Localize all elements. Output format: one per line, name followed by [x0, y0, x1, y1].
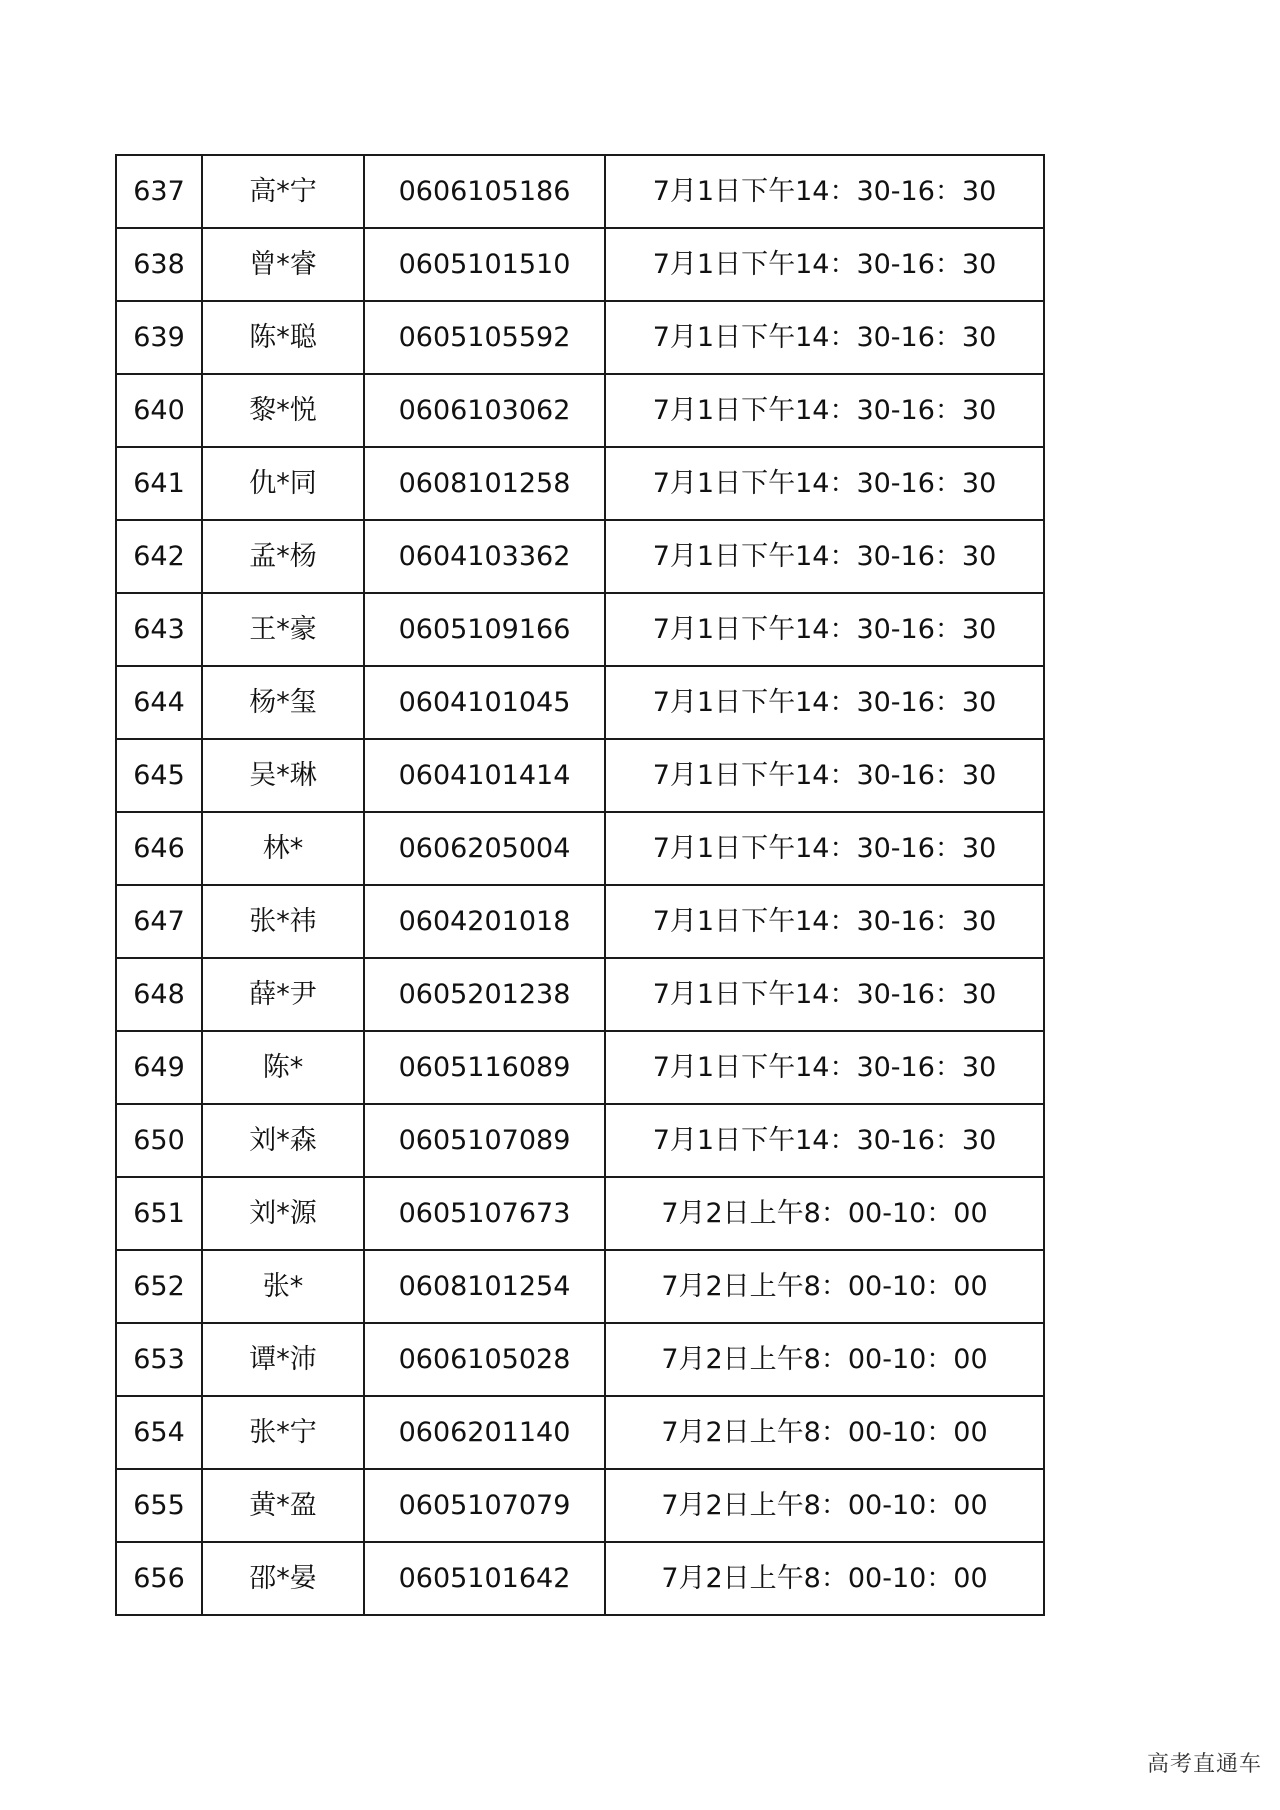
- row-number-cell: 642: [116, 520, 202, 593]
- row-number-cell: 649: [116, 1031, 202, 1104]
- name-cell: 刘*森: [202, 1104, 364, 1177]
- time-slot-cell: 7月1日下午14：30-16：30: [605, 228, 1044, 301]
- name-cell: 吴*琳: [202, 739, 364, 812]
- name-cell: 张*宁: [202, 1396, 364, 1469]
- table-body: [116, 155, 1044, 1615]
- id-number-cell: 0604101045: [364, 666, 605, 739]
- id-number-cell: 0606201140: [364, 1396, 605, 1469]
- table-row: [116, 812, 1044, 885]
- id-number-cell: 0605107079: [364, 1469, 605, 1542]
- time-slot-cell: 7月1日下午14：30-16：30: [605, 1104, 1044, 1177]
- name-cell: 黎*悦: [202, 374, 364, 447]
- name-cell: 邵*晏: [202, 1542, 364, 1615]
- row-number-cell: 638: [116, 228, 202, 301]
- table-row: [116, 1542, 1044, 1615]
- row-number-cell: 647: [116, 885, 202, 958]
- time-slot-cell: 7月2日上午8：00-10：00: [605, 1469, 1044, 1542]
- table-row: [116, 739, 1044, 812]
- table-row: [116, 374, 1044, 447]
- table-row: [116, 1250, 1044, 1323]
- row-number-cell: 654: [116, 1396, 202, 1469]
- name-cell: 薛*尹: [202, 958, 364, 1031]
- name-cell: 王*豪: [202, 593, 364, 666]
- table-row: [116, 447, 1044, 520]
- name-cell: 杨*玺: [202, 666, 364, 739]
- row-number-cell: 651: [116, 1177, 202, 1250]
- table-row: [116, 1396, 1044, 1469]
- row-number-cell: 650: [116, 1104, 202, 1177]
- table-row: [116, 1323, 1044, 1396]
- name-cell: 仇*同: [202, 447, 364, 520]
- table-row: [116, 1104, 1044, 1177]
- time-slot-cell: 7月1日下午14：30-16：30: [605, 885, 1044, 958]
- schedule-table: [115, 154, 1045, 1616]
- name-cell: 陈*: [202, 1031, 364, 1104]
- time-slot-cell: 7月1日下午14：30-16：30: [605, 958, 1044, 1031]
- id-number-cell: 0606105186: [364, 155, 605, 228]
- row-number-cell: 656: [116, 1542, 202, 1615]
- id-number-cell: 0608101254: [364, 1250, 605, 1323]
- table-row: [116, 155, 1044, 228]
- time-slot-cell: 7月2日上午8：00-10：00: [605, 1250, 1044, 1323]
- table-row: [116, 1031, 1044, 1104]
- id-number-cell: 0605105592: [364, 301, 605, 374]
- id-number-cell: 0604101414: [364, 739, 605, 812]
- row-number-cell: 644: [116, 666, 202, 739]
- id-number-cell: 0606105028: [364, 1323, 605, 1396]
- time-slot-cell: 7月1日下午14：30-16：30: [605, 447, 1044, 520]
- time-slot-cell: 7月2日上午8：00-10：00: [605, 1542, 1044, 1615]
- time-slot-cell: 7月1日下午14：30-16：30: [605, 1031, 1044, 1104]
- name-cell: 孟*杨: [202, 520, 364, 593]
- time-slot-cell: 7月1日下午14：30-16：30: [605, 374, 1044, 447]
- time-slot-cell: 7月1日下午14：30-16：30: [605, 155, 1044, 228]
- time-slot-cell: 7月1日下午14：30-16：30: [605, 301, 1044, 374]
- row-number-cell: 637: [116, 155, 202, 228]
- time-slot-cell: 7月2日上午8：00-10：00: [605, 1323, 1044, 1396]
- name-cell: 林*: [202, 812, 364, 885]
- name-cell: 刘*源: [202, 1177, 364, 1250]
- time-slot-cell: 7月1日下午14：30-16：30: [605, 593, 1044, 666]
- id-number-cell: 0604103362: [364, 520, 605, 593]
- name-cell: 张*祎: [202, 885, 364, 958]
- id-number-cell: 0605101510: [364, 228, 605, 301]
- name-cell: 张*: [202, 1250, 364, 1323]
- watermark-text: 高考直通车: [1146, 1752, 1262, 1777]
- id-number-cell: 0605116089: [364, 1031, 605, 1104]
- table-row: [116, 228, 1044, 301]
- table-row: [116, 593, 1044, 666]
- table-row: [116, 520, 1044, 593]
- table-row: [116, 1177, 1044, 1250]
- name-cell: 曾*睿: [202, 228, 364, 301]
- time-slot-cell: 7月1日下午14：30-16：30: [605, 739, 1044, 812]
- row-number-cell: 640: [116, 374, 202, 447]
- row-number-cell: 652: [116, 1250, 202, 1323]
- table-row: [116, 958, 1044, 1031]
- row-number-cell: 646: [116, 812, 202, 885]
- row-number-cell: 643: [116, 593, 202, 666]
- table-row: [116, 885, 1044, 958]
- row-number-cell: 639: [116, 301, 202, 374]
- row-number-cell: 655: [116, 1469, 202, 1542]
- name-cell: 黄*盈: [202, 1469, 364, 1542]
- id-number-cell: 0608101258: [364, 447, 605, 520]
- time-slot-cell: 7月1日下午14：30-16：30: [605, 812, 1044, 885]
- id-number-cell: 0605109166: [364, 593, 605, 666]
- id-number-cell: 0605101642: [364, 1542, 605, 1615]
- time-slot-cell: 7月1日下午14：30-16：30: [605, 520, 1044, 593]
- time-slot-cell: 7月2日上午8：00-10：00: [605, 1177, 1044, 1250]
- row-number-cell: 653: [116, 1323, 202, 1396]
- table-row: [116, 1469, 1044, 1542]
- time-slot-cell: 7月2日上午8：00-10：00: [605, 1396, 1044, 1469]
- name-cell: 高*宁: [202, 155, 364, 228]
- id-number-cell: 0605107089: [364, 1104, 605, 1177]
- table-row: [116, 301, 1044, 374]
- name-cell: 陈*聪: [202, 301, 364, 374]
- row-number-cell: 641: [116, 447, 202, 520]
- row-number-cell: 648: [116, 958, 202, 1031]
- id-number-cell: 0605107673: [364, 1177, 605, 1250]
- row-number-cell: 645: [116, 739, 202, 812]
- time-slot-cell: 7月1日下午14：30-16：30: [605, 666, 1044, 739]
- id-number-cell: 0605201238: [364, 958, 605, 1031]
- table-row: [116, 666, 1044, 739]
- id-number-cell: 0604201018: [364, 885, 605, 958]
- id-number-cell: 0606205004: [364, 812, 605, 885]
- name-cell: 谭*沛: [202, 1323, 364, 1396]
- id-number-cell: 0606103062: [364, 374, 605, 447]
